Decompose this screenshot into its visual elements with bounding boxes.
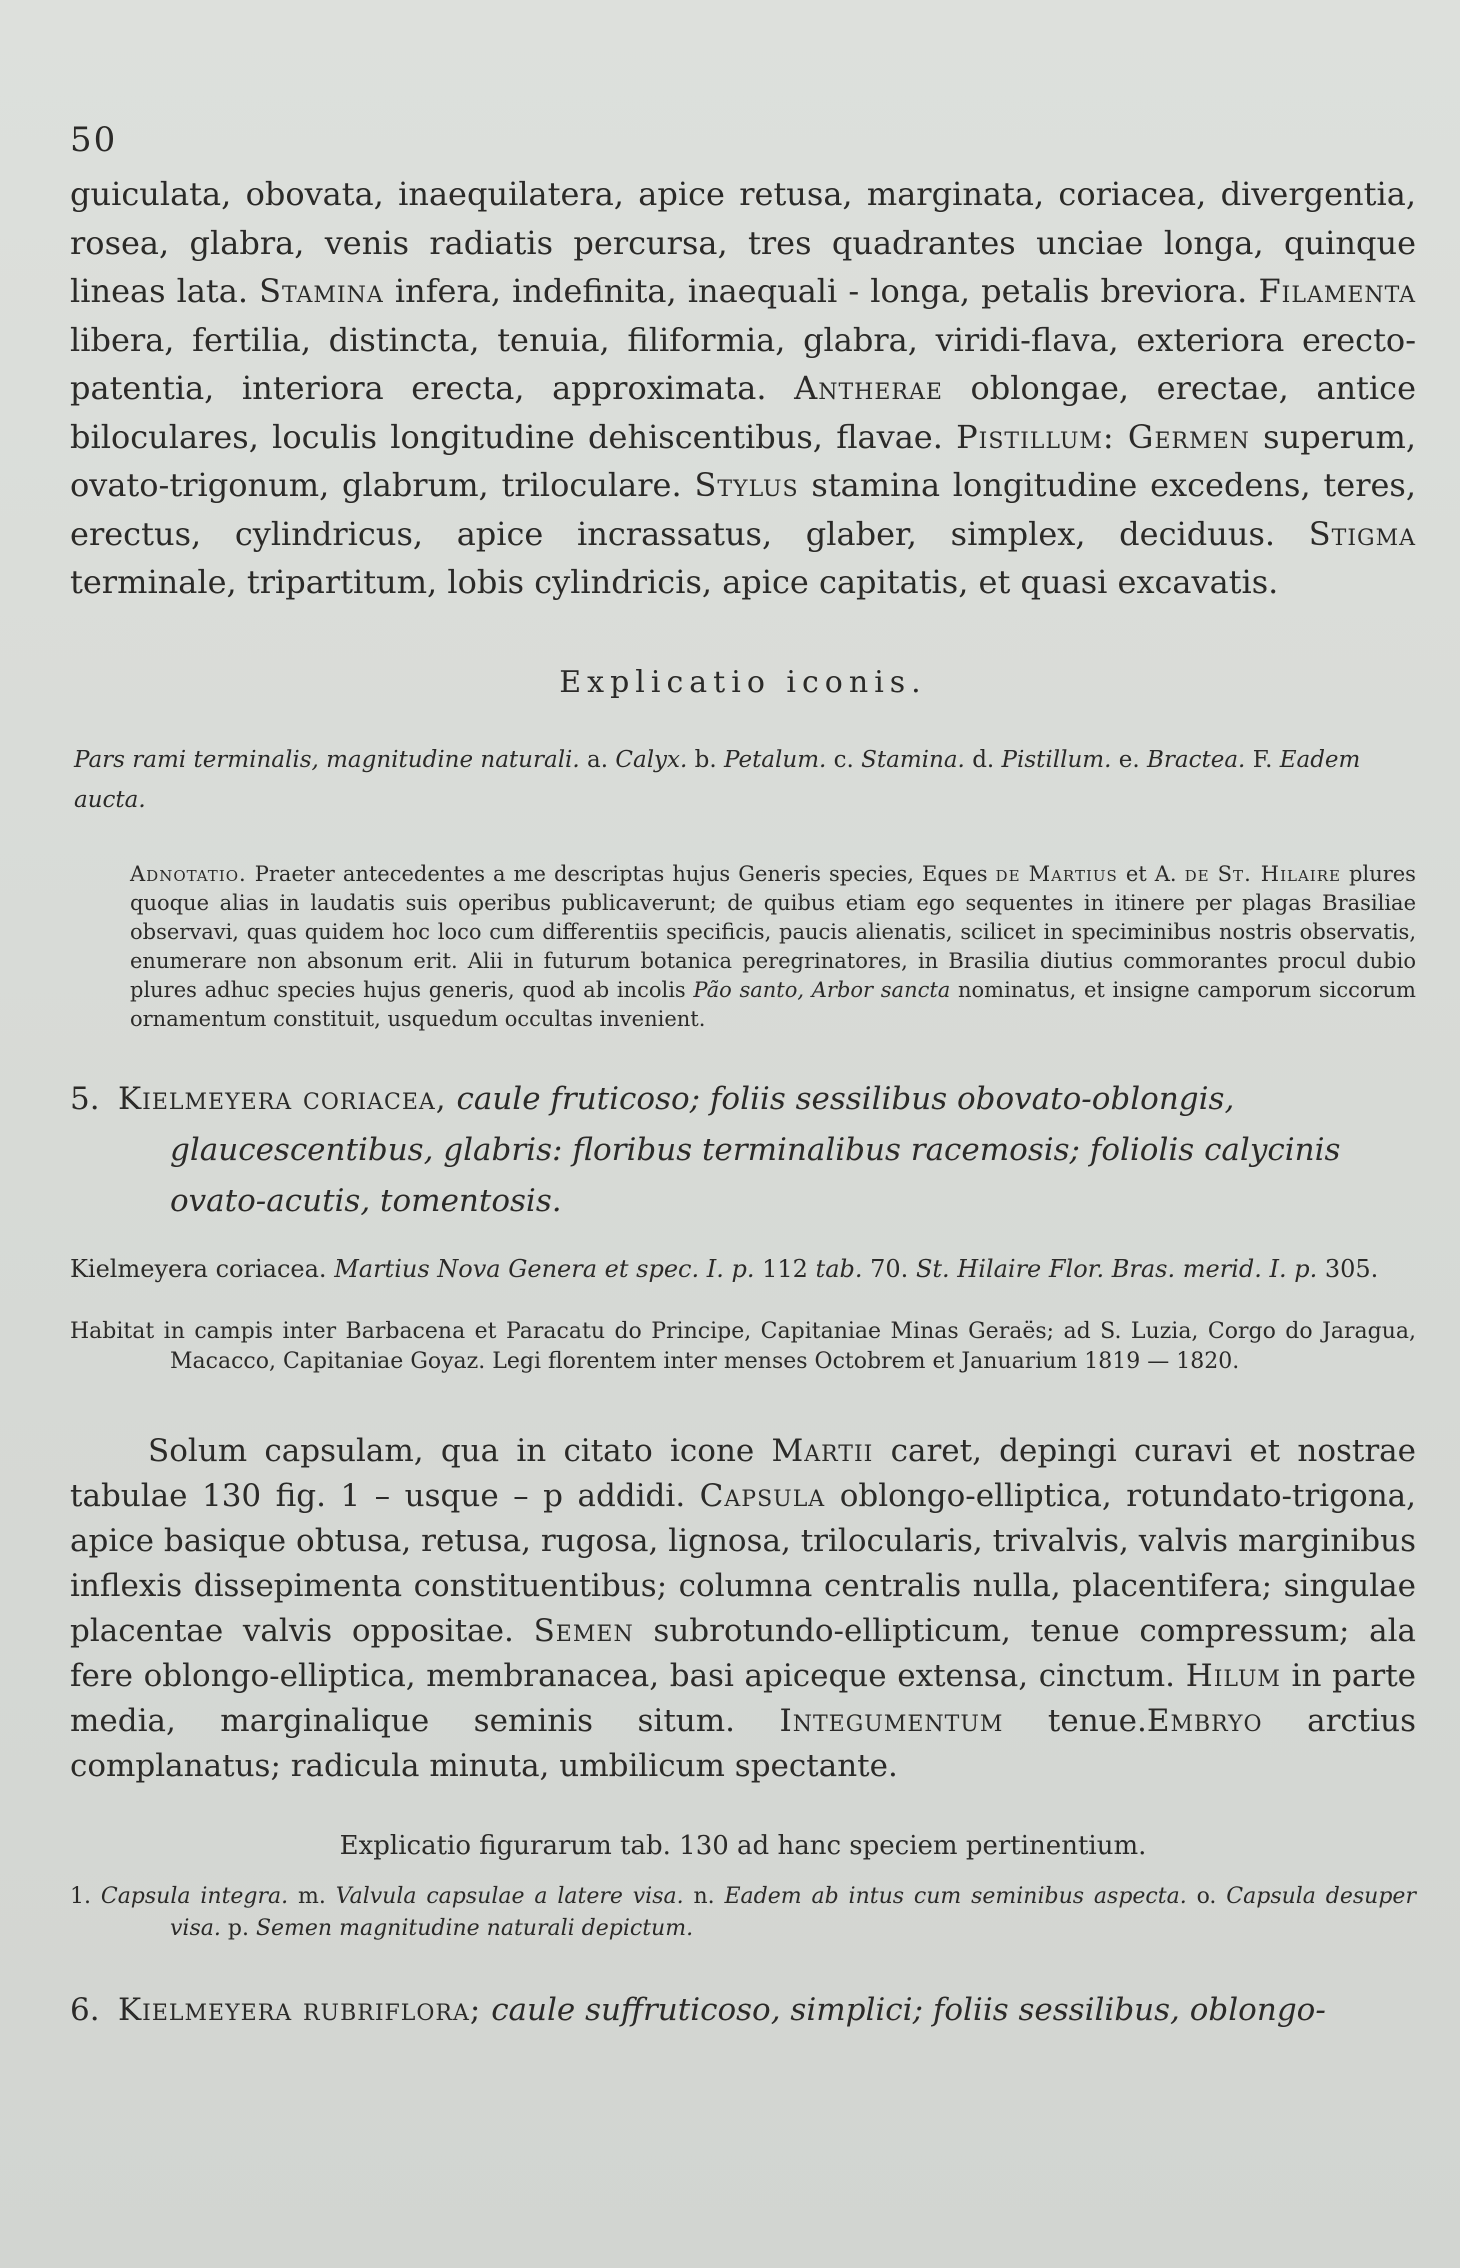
species-6-name: Kielmeyera rubriflora; xyxy=(118,1991,482,2028)
flower-description: guiculata, obovata, inaequilatera, apice retusa, marginata, coriacea, divergentia, rosea, glabra, venis radiatis percursa, tres quadrantes unciae longa, quinque lineas lata. Stamina infera, indefinita, inaequali - longa, petalis breviora. Filamenta libera, fertilia, distincta, tenuia, filiformia, glabra, viridi-flava, exteriora erecto-patentia, interiora erecta, approximata. Antherae oblongae, erectae, antice biloculares, loculis longitudine dehiscentibus, flavae. Pistillum: Germen superum, ovato-trigonum, glabrum, triloculare. Stylus stamina longitudine excedens, teres, erectus, cylindricus, apice incrassatus, glaber, simplex, deciduus. Stigma terminale, tripartitum, lobis cylindricis, apice capitatis, et quasi excavatis. xyxy=(70,175,1417,601)
term-germen: Germen xyxy=(1127,417,1250,456)
term-pistillum: Pistillum: xyxy=(956,417,1115,456)
species-6-diagnosis: caule suffruticoso, simplici; foliis sessilibus, oblongo- xyxy=(491,1991,1326,2028)
figures-title: Explicatio figurarum tab. 130 ad hanc speciem pertinentium. xyxy=(339,1830,1147,1861)
figure-explanation: Pars rami terminalis, magnitudine naturali. a. Calyx. b. Petalum. c. Stamina. d. Pistillum. e. Bractea. F. Eadem aucta. xyxy=(74,746,1361,813)
species-5-citation: Kielmeyera coriacea. Martius Nova Genera et spec. I. p. 112 tab. 70. St. Hilaire Flor. Bras. merid. I. p. 305. xyxy=(70,1254,1379,1283)
species-5-habitat: Habitat in campis inter Barbacena et Paracatu do Principe, Capitaniae Minas Geraës; ad S. Luzia, Corgo do Jaragua, Macacco, Capitaniae Goyaz. Legi florentem inter menses Octobrem et Januarium 1819 — 1820. xyxy=(70,1318,1416,1374)
adnotatio-note: Adnotatio. Praeter antecedentes a me descriptas hujus Generis species, Eques de Martius et A. de St. Hilaire plures quoque alias in laudatis suis operibus publicaverunt; de quibus etiam ego sequentes in itinere per plagas Brasiliae observavi, quas quidem hoc loco cum differentiis specificis, paucis alienatis, scilicet in speciminibus nostris observatis, enumerare non absonum erit. Alii in futurum botanica peregrinatores, in Brasilia diutius commorantes procul dubio plures adhuc species hujus generis, quod ab incolis Pão santo, Arbor sancta nominatus, et insigne camporum siccorum ornamentum constituit, usquedum occultas invenient. xyxy=(130,861,1416,1031)
term-stamina: Stamina xyxy=(259,272,384,310)
page-number: 50 xyxy=(70,120,118,160)
term-stylus: Stylus xyxy=(694,466,799,504)
figures-explanation: 1. Capsula integra. m. Valvula capsulae a latere visa. n. Eadem ab intus cum seminibus aspecta. o. Capsula desuper visa. p. Semen magnitudine naturali depictum. xyxy=(70,1883,1416,1941)
species-5-name: Kielmeyera coriacea, xyxy=(118,1080,447,1117)
species-5-heading: 5. Kielmeyera coriacea, caule fruticoso; foliis sessilibus obovato-oblongis, glaucescentibus, glabris: floribus terminalibus racemosis; foliolis calycinis ovato-acutis, tomentosis. xyxy=(70,1080,1341,1219)
term-filamenta: Filamenta xyxy=(1258,272,1417,310)
explicatio-heading: Explicatio iconis. xyxy=(559,664,927,700)
term-antherae: Antherae xyxy=(794,369,943,407)
species-6-heading: 6. Kielmeyera rubriflora; caule suffruticoso, simplici; foliis sessilibus, oblongo- xyxy=(70,1991,1326,2028)
capsule-description: Solum capsulam, qua in citato icone Martii caret, depingi curavi et nostrae tabulae 130 fig. 1 – usque – p addidi. Capsula oblongo-elliptica, rotundato-trigona, apice basique obtusa, retusa, rugosa, lignosa, trilocularis, trivalvis, valvis marginibus inflexis dissepimenta constituentibus; columna centralis nulla, placentifera; singulae placentae valvis oppositae. Semen subrotundo-ellipticum, tenue compressum; ala fere oblongo-elliptica, membranacea, basi apiceque extensa, cinctum. Hilum in parte media, marginalique seminis situm. Integumentum tenue.Embryo arctius complanatus; radicula minuta, umbilicum spectante. xyxy=(70,1432,1417,1784)
species-5-diagnosis: caule fruticoso; foliis sessilibus obovato-oblongis, glaucescentibus, glabris: floribus terminalibus racemosis; foliolis calycinis ovato-acutis, tomentosis. xyxy=(170,1080,1341,1219)
term-stigma: Stigma xyxy=(1308,514,1417,553)
